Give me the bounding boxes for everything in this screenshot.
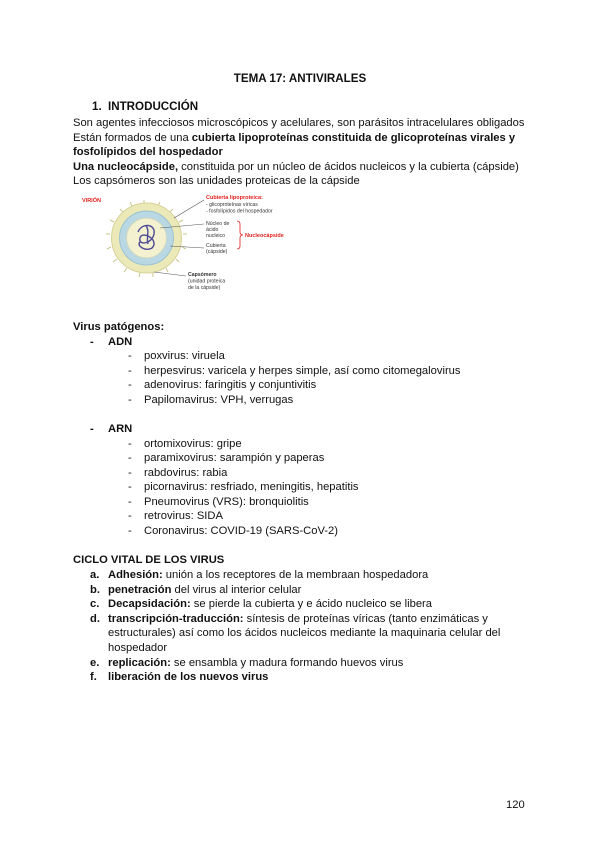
step-description: síntesis de proteínas víricas (tanto enzimáticas y estructurales) así como los ácidos nucleicos mediante la maquinaria celular del hospedador	[108, 612, 501, 654]
step-letter: e.	[90, 656, 100, 669]
list-item-text: rabdovirus: rabia	[144, 467, 228, 479]
list-item: - picornavirus: resfriado, meningitis, hepatitis	[128, 481, 359, 493]
list-item-text: picornavirus: resfriado, meningitis, hepatitis	[144, 481, 359, 493]
list-item-text: Papilomavirus: VPH, verrugas	[144, 394, 294, 406]
step-description: del virus al interior celular	[171, 583, 302, 596]
intro-line-4: Los capsómeros son las unidades proteicas de la cápside	[73, 175, 360, 188]
step-term: Decapsidación:	[108, 598, 191, 611]
capsomer-label-2: (unidad proteica	[188, 278, 226, 285]
step-description: unión a los receptores de la membraan hospedadora	[162, 569, 429, 581]
intro-line-3-text: constituida por un núcleo de ácidos nucleicos y la cubierta (cápside)	[178, 160, 519, 173]
envelope-item-2: - fosfolípidos del hospedador	[206, 208, 273, 215]
virion-diagram	[76, 194, 316, 300]
envelope-item-1: - glicoproteínas víricas	[206, 202, 258, 208]
list-item: - herpesvirus: varicela y herpes simple, así como citomegalovirus	[128, 365, 461, 377]
dna-group-label: - ADN	[90, 336, 133, 348]
list-item-text: adenovirus: faringitis y conjuntivitis	[144, 379, 317, 391]
list-item: - paramixovirus: sarampión y paperas	[128, 452, 325, 464]
step-description: se ensambla y madura formando huevos virus	[170, 656, 404, 669]
capsid-label-1: Cubierta	[206, 243, 226, 249]
section-heading-introduccion	[92, 100, 198, 115]
intro-line-3-bold: Una nucleocápside,	[73, 160, 179, 173]
step-text	[108, 670, 530, 685]
cycle-step	[90, 656, 530, 671]
step-description: se pierde la cubierta y e ácido nucleico se libera	[190, 598, 432, 611]
intro-paragraphs	[73, 116, 533, 189]
step-letter: b.	[90, 583, 100, 596]
list-item-text: ortomixovirus: gripe	[144, 438, 242, 450]
virion-label: VIRIÓN	[82, 198, 101, 204]
list-item-text: paramixovirus: sarampión y paperas	[144, 452, 325, 464]
page-title: TEMA 17: ANTIVIRALES	[233, 72, 367, 85]
list-item-text: herpesvirus: varicela y herpes simple, así como citomegalovirus	[144, 365, 461, 377]
cycle-step	[90, 568, 530, 583]
capsomer-label-3: de la cápside)	[188, 285, 221, 291]
capsomer-label-1: Capsómero	[188, 272, 217, 278]
rna-group-label: - ARN	[90, 423, 133, 435]
list-item: - retrovirus: SIDA	[128, 510, 223, 522]
list-item: - poxvirus: viruela	[128, 350, 225, 362]
step-text	[108, 568, 530, 583]
list-item: - Pneumovirus (VRS): bronquiolitis	[128, 496, 309, 508]
cycle-heading: CICLO VITAL DE LOS VIRUS	[73, 554, 225, 566]
section-heading-text: INTRODUCCIÓN	[108, 100, 199, 113]
core-label-3: nucleico	[206, 233, 226, 239]
step-letter: d.	[90, 612, 100, 625]
intro-line-3	[73, 160, 533, 175]
rna-label-text: ARN	[108, 423, 133, 435]
list-item: - ortomixovirus: gripe	[128, 438, 242, 450]
core-circle	[127, 218, 167, 258]
step-text	[108, 612, 530, 656]
list-item: - Coronavirus: COVID-19 (SARS-CoV-2)	[128, 525, 338, 537]
step-term: replicación:	[108, 656, 171, 669]
intro-line-2-bold: cubierta lipoproteínas constituida de glicoproteínas virales y fosfolípidos del hospedador	[73, 131, 516, 159]
section-number: 1.	[92, 100, 102, 113]
nucleocapsid-label: Nucleocápside	[245, 233, 284, 239]
list-item-text: Coronavirus: COVID-19 (SARS-CoV-2)	[144, 525, 338, 537]
dna-label-text: ADN	[108, 336, 133, 348]
step-text	[108, 656, 530, 671]
cycle-step	[90, 583, 530, 598]
core-label-2: ácido	[206, 227, 219, 233]
list-item: - adenovirus: faringitis y conjuntivitis	[128, 379, 317, 391]
intro-line-2	[73, 131, 533, 160]
list-item: - rabdovirus: rabia	[128, 467, 228, 479]
step-text	[108, 583, 530, 598]
list-item: - Papilomavirus: VPH, verrugas	[128, 394, 294, 406]
nucleocapsid-bracket	[237, 221, 243, 249]
step-text	[108, 597, 530, 612]
pathogens-heading: Virus patógenos:	[73, 321, 165, 333]
core-label-1: Núcleo de	[206, 221, 230, 227]
envelope-title: Cubierta lipoproteica:	[206, 195, 263, 201]
step-term: penetración	[108, 583, 172, 596]
cycle-step	[90, 597, 530, 612]
step-term: transcripción-traducción:	[108, 612, 244, 625]
step-letter: c.	[90, 598, 100, 611]
page-number: 120	[506, 799, 525, 811]
capsid-label-2: (cápside)	[206, 249, 228, 255]
cycle-step	[90, 670, 530, 685]
cycle-steps	[90, 568, 530, 685]
virion-illustration	[76, 194, 316, 300]
step-term: Adhesión:	[108, 569, 163, 581]
intro-line-2-text: Están formados de una	[73, 131, 192, 144]
intro-line-1: Son agentes infecciosos microscópicos y acelulares, son parásitos intracelulares obligados	[73, 117, 525, 129]
list-item-text: Pneumovirus (VRS): bronquiolitis	[144, 496, 309, 508]
step-letter: a.	[90, 569, 100, 581]
list-item-text: retrovirus: SIDA	[144, 510, 223, 522]
step-letter: f.	[90, 671, 97, 684]
cycle-step	[90, 612, 530, 656]
step-term: liberación de los nuevos virus	[108, 671, 269, 684]
list-item-text: poxvirus: viruela	[144, 350, 225, 362]
